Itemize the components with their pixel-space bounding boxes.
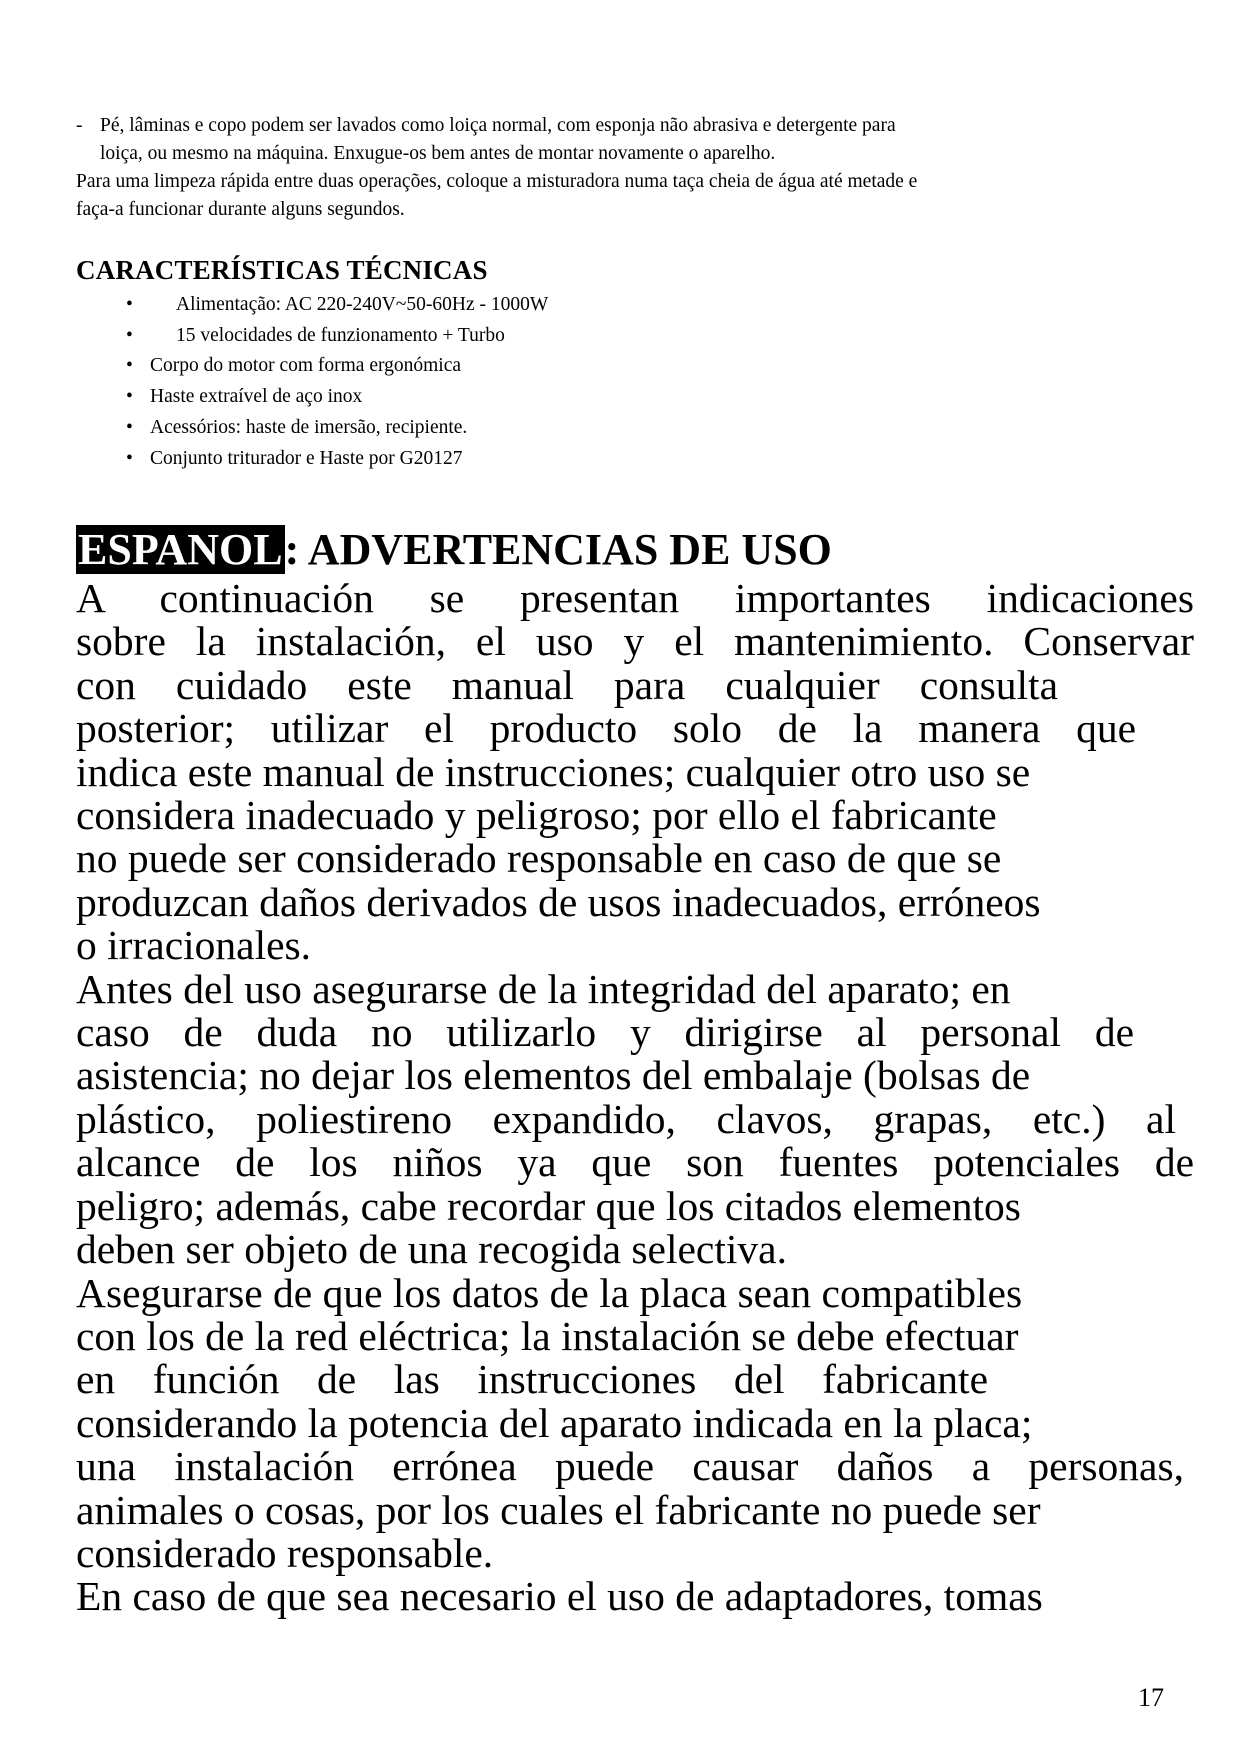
technical-specs-heading: CARACTERÍSTICAS TÉCNICAS — [76, 255, 488, 285]
quick-clean-line-2: faça-a funcionar durante alguns segundos. — [76, 199, 405, 220]
spec-item — [76, 321, 976, 352]
bullet-icon: • — [126, 416, 133, 438]
body-line: o irracionales. — [76, 922, 312, 969]
cleaning-dash-item — [76, 112, 1176, 168]
spec-text: Conjunto triturador e Haste por G20127 — [150, 447, 463, 469]
spec-item — [76, 413, 976, 444]
spec-text: Alimentação: AC 220-240V~50-60Hz - 1000W — [176, 294, 549, 315]
quick-clean-paragraph — [76, 168, 1176, 224]
body-line: produzcan daños derivados de usos inadecuados, erróneos — [76, 878, 1041, 925]
body-line: considerado responsable. — [76, 1529, 494, 1576]
body-line: deben ser objeto de una recogida selectiva. — [76, 1226, 787, 1273]
bullet-icon: • — [126, 324, 133, 346]
body-line: alcance de los niños ya que son fuentes potenciales de — [76, 1139, 1194, 1186]
spanish-warnings-body — [76, 577, 1194, 1619]
technical-specs-list — [76, 290, 976, 474]
body-line: A continuación se presentan importantes indicaciones — [76, 575, 1194, 621]
body-line: peligro; además, cabe recordar que los citados elementos — [76, 1182, 1021, 1229]
spec-item — [76, 444, 976, 475]
bullet-icon: • — [126, 355, 133, 377]
body-line: Asegurarse de que los datos de la placa sean compatibles — [76, 1269, 1023, 1316]
spec-item — [76, 351, 976, 382]
body-line: considerando la potencia del aparato indicada en la placa; — [76, 1399, 1033, 1446]
body-line: posterior; utilizar el producto solo de la manera que — [76, 705, 1136, 752]
spec-text: Corpo do motor com forma ergonómica — [150, 355, 462, 377]
body-line: animales o cosas, por los cuales el fabricante no puede ser — [76, 1486, 1041, 1533]
body-line: asistencia; no dejar los elementos del embalaje (bolsas de — [76, 1052, 1031, 1099]
dash-marker: - — [76, 115, 83, 136]
body-line: En caso de que sea necesario el uso de adaptadores, tomas — [76, 1573, 1043, 1620]
body-line: plástico, poliestireno expandido, clavos, grapas, etc.) al — [76, 1095, 1176, 1142]
spec-text: Acessórios: haste de imersão, recipiente. — [150, 416, 468, 438]
body-line: caso de duda no utilizarlo y dirigirse al personal de — [76, 1009, 1134, 1056]
cleaning-text-line-2: loiça, ou mesmo na máquina. Enxugue-os bem antes de montar novamente o aparelho. — [100, 143, 776, 164]
body-line: indica este manual de instrucciones; cualquier otro uso se — [76, 748, 1031, 795]
page-number: 17 — [1138, 1683, 1164, 1712]
spanish-warnings-heading — [76, 525, 832, 575]
portuguese-cleaning-section — [76, 112, 1176, 224]
quick-clean-line-1: Para uma limpeza rápida entre duas operações, coloque a misturadora numa taça cheia de água até metade e — [76, 171, 918, 192]
spec-text: 15 velocidades de funzionamento + Turbo — [176, 324, 505, 346]
body-line: sobre la instalación, el uso y el mantenimiento. Conservar — [76, 618, 1194, 665]
body-line: Antes del uso asegurarse de la integridad del aparato; en — [76, 965, 1011, 1012]
body-line: con cuidado este manual para cualquier consulta — [76, 661, 1058, 708]
bullet-icon: • — [126, 447, 133, 469]
spec-item — [76, 290, 976, 321]
body-line: no puede ser considerado responsable en caso de que se — [76, 835, 1002, 882]
bullet-icon: • — [126, 294, 133, 315]
body-line: en función de las instrucciones del fabricante — [76, 1356, 988, 1403]
body-line: con los de la red eléctrica; la instalación se debe efectuar — [76, 1312, 1019, 1359]
spec-item — [76, 382, 976, 413]
cleaning-text-line-1: Pé, lâminas e copo podem ser lavados como loiça normal, com esponja não abrasiva e detergente para — [100, 115, 896, 136]
bullet-icon: • — [126, 386, 133, 408]
heading-title: : ADVERTENCIAS DE USO — [284, 525, 832, 574]
spec-text: Haste extraível de aço inox — [150, 386, 363, 408]
body-line: una instalación errónea puede causar daños a personas, — [76, 1443, 1184, 1490]
body-line: considera inadecuado y peligroso; por ello el fabricante — [76, 792, 997, 839]
language-label: ESPANOL — [78, 525, 283, 574]
